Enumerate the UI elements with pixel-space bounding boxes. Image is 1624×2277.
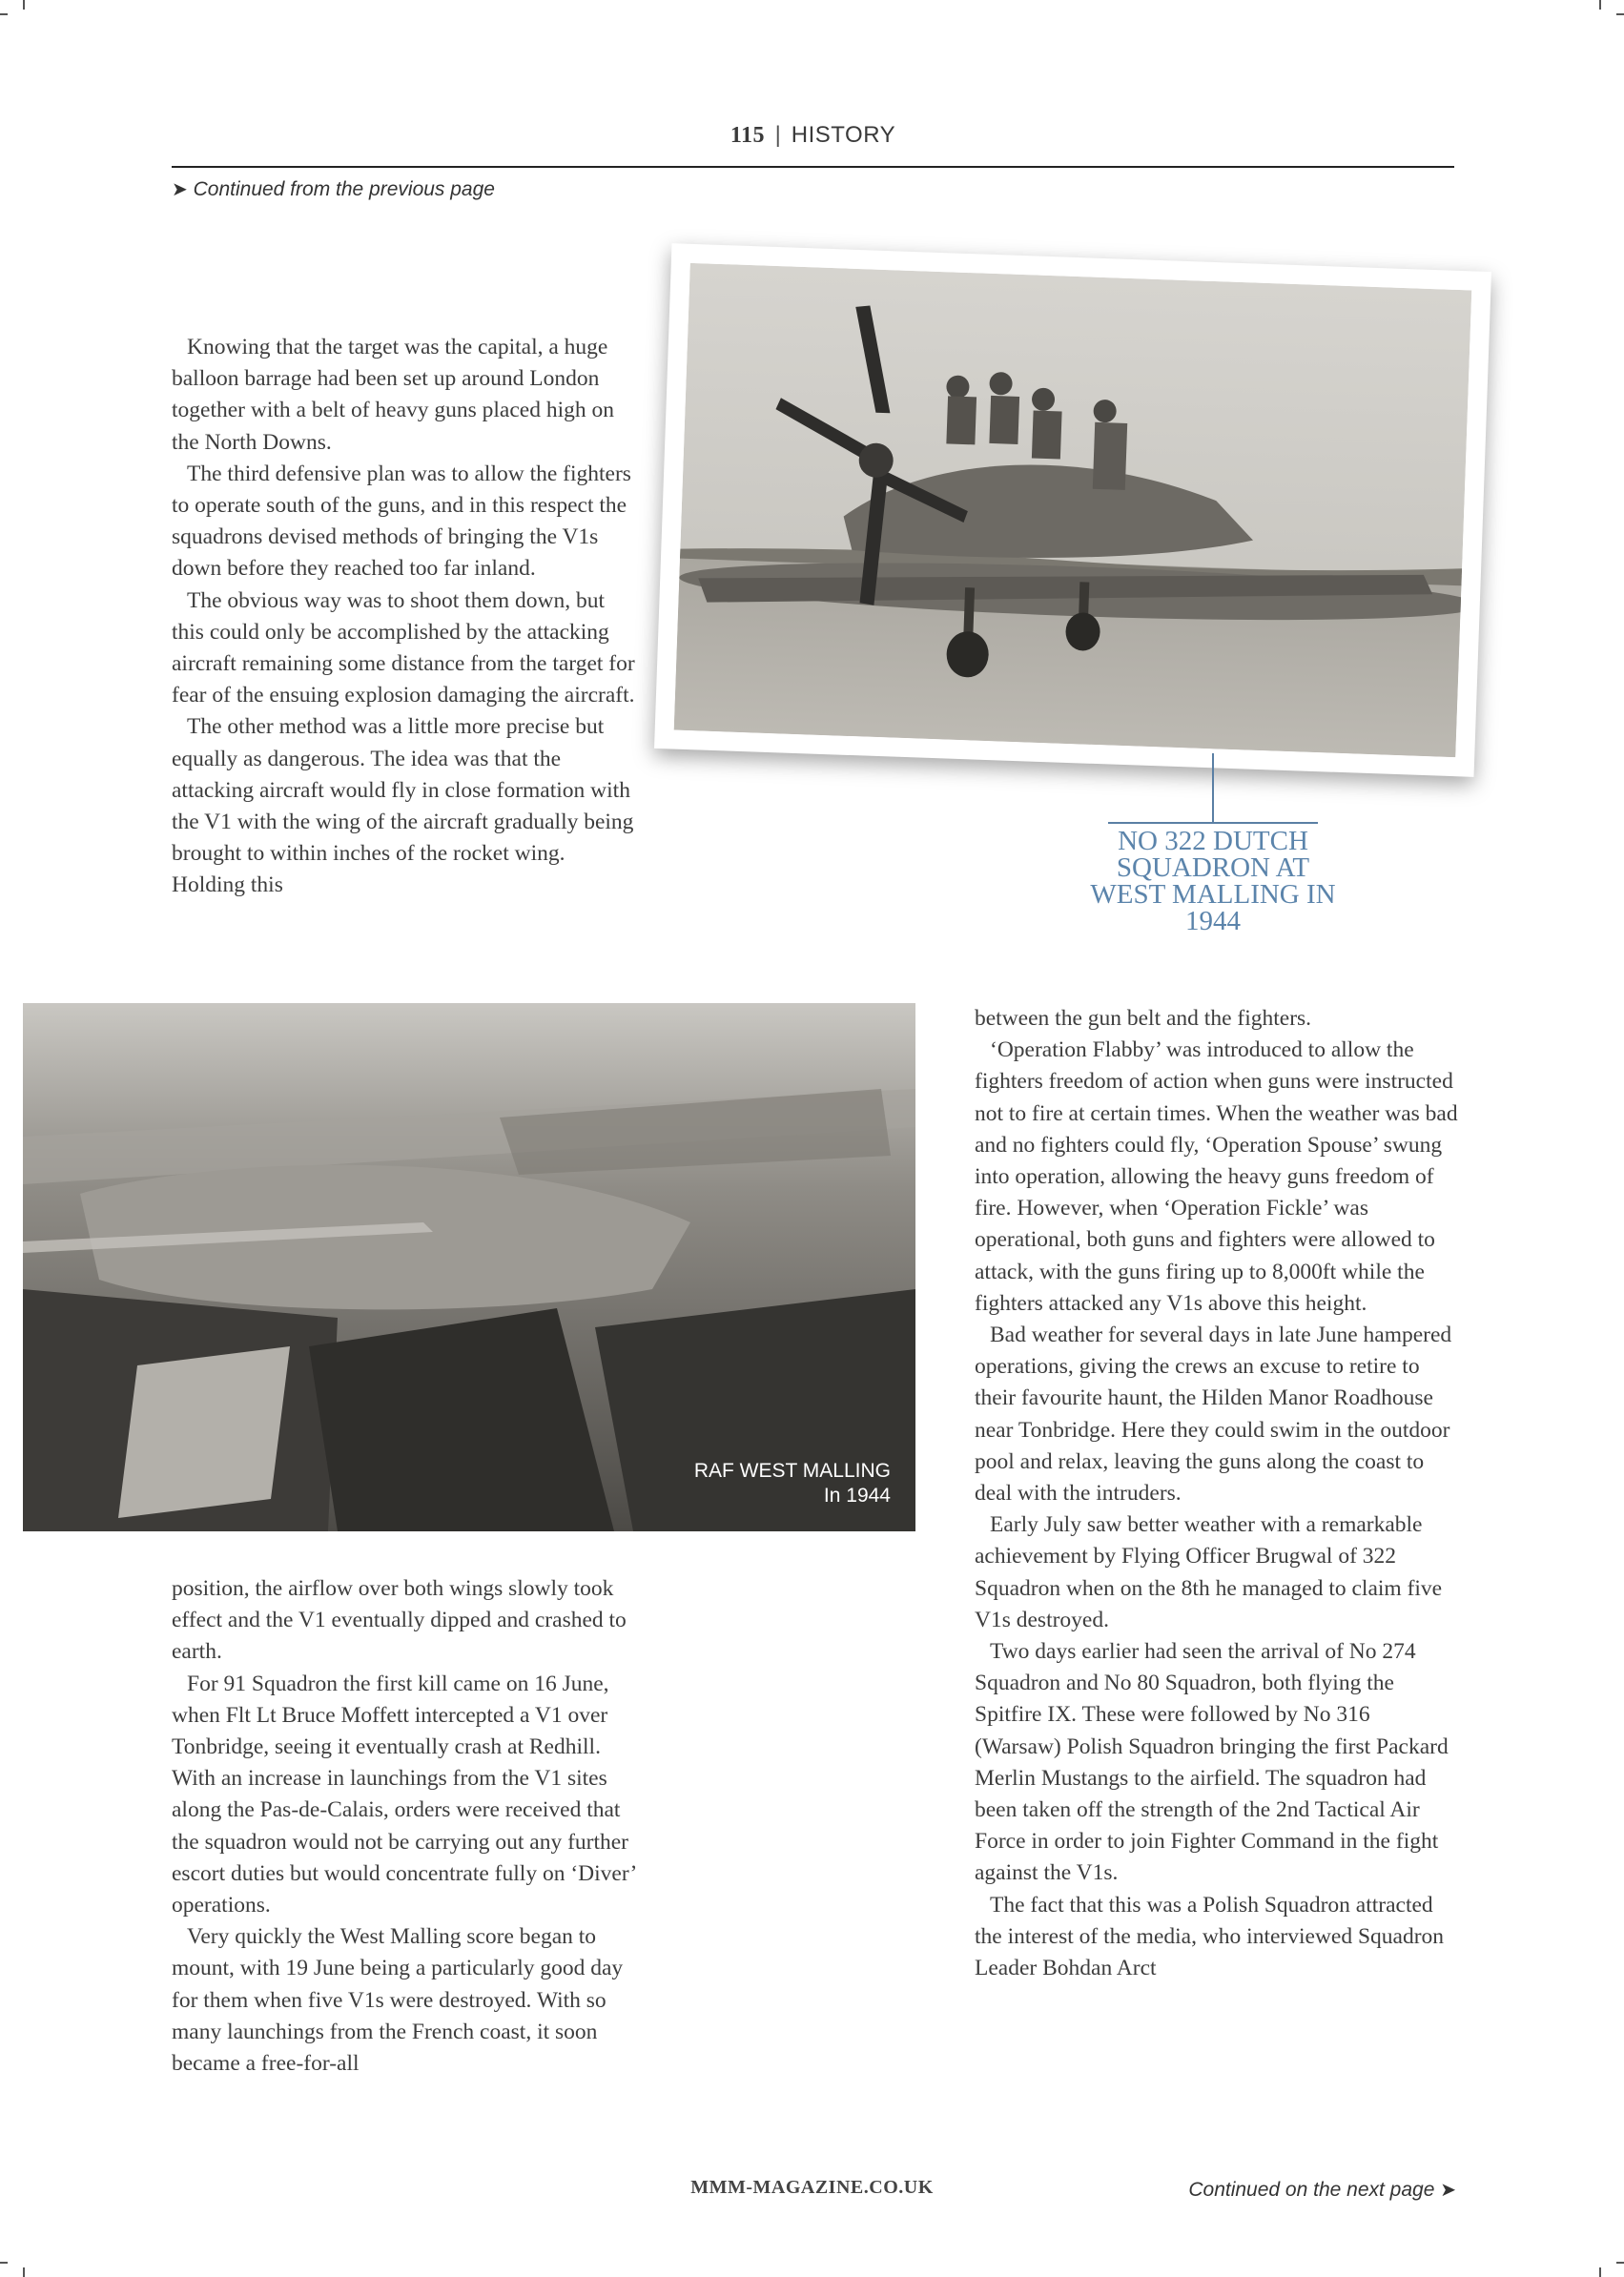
continued-next-note: Continued on the next page ➤ bbox=[1188, 2179, 1456, 2201]
paragraph: Early July saw better weather with a remarkable achievement by Flying Officer Brugwal of 322 Squadron when on the 8th he managed to claim five V1s destroyed. bbox=[975, 1512, 1443, 1632]
header-separator: | bbox=[774, 122, 782, 148]
continued-from-note: ➤ Continued from the previous page bbox=[172, 178, 495, 200]
paragraph: position, the airflow over both wings slowly took effect and the V1 eventually dipped and crashed to earth. bbox=[172, 1576, 627, 1665]
page-number: 115 bbox=[730, 123, 766, 148]
crop-mark bbox=[23, 0, 25, 10]
crop-mark bbox=[1599, 2267, 1601, 2277]
paragraph: The obvious way was to shoot them down, but this could only be accomplished by the attacking aircraft remaining some distance from the target for fear of the ensuing explosion damaging the aircraft. bbox=[172, 587, 635, 708]
paragraph: For 91 Squadron the first kill came on 16 June, when Flt Lt Bruce Moffett intercepted a V1 over Tonbridge, seeing it eventually crash at Redhill. With an increase in launchings from the V1 sites along the Pas-de-Calais, orders were received that the squadron would not be carrying out any further escort duties but would concentrate fully on ‘Diver’ operations. bbox=[172, 1671, 636, 1918]
photo-caption-raf-west-malling: RAF WEST MALLING In 1944 bbox=[693, 1460, 891, 1507]
aerial-image bbox=[23, 1003, 915, 1531]
arrow-right-icon: ➤ bbox=[172, 179, 188, 200]
footer-website: MMM-MAGAZINE.CO.UK bbox=[690, 2177, 934, 2198]
crop-mark bbox=[1616, 13, 1624, 15]
article-column-2 bbox=[975, 1003, 1459, 1984]
crop-mark bbox=[1599, 0, 1601, 10]
paragraph: Knowing that the target was the capital, a huge balloon barrage had been set up around London together with a belt of heavy guns placed high on the North Downs. bbox=[172, 335, 614, 455]
header-rule bbox=[172, 166, 1454, 168]
caption-leader-line bbox=[1212, 753, 1214, 824]
crop-mark bbox=[1616, 2262, 1624, 2264]
crop-mark bbox=[0, 2262, 8, 2264]
spitfire-image bbox=[674, 263, 1472, 757]
caption-rule bbox=[1108, 822, 1318, 824]
article-column-1-bottom bbox=[172, 1573, 641, 2080]
paragraph: Very quickly the West Malling score began to mount, with 19 June being a particularly good day for them when five V1s were destroyed. With so many launchings from the French coast, it soon became a free-for-all bbox=[172, 1924, 624, 2077]
paragraph: The fact that this was a Polish Squadron attracted the interest of the media, who interviewed Squadron Leader Bohdan Arct bbox=[975, 1892, 1445, 1981]
page-header bbox=[172, 122, 1454, 149]
photo-caption-dutch-squadron: NO 322 DUTCH SQUADRON AT WEST MALLING IN 1944 bbox=[1090, 826, 1336, 936]
photo-aerial-airfield bbox=[23, 1003, 915, 1531]
photo-spitfire bbox=[654, 243, 1491, 777]
paragraph: Bad weather for several days in late June hampered operations, giving the crews an excuse to retire to their favourite haunt, the Hilden Manor Roadhouse near Tonbridge. Here they could swim in the outdoor pool and relax, leaving the guns along the coast to deal with the intruders. bbox=[975, 1323, 1452, 1507]
section-title: HISTORY bbox=[791, 122, 896, 148]
paragraph: Two days earlier had seen the arrival of No 274 Squadron and No 80 Squadron, both flying the Spitfire IX. These were followed by No 316 (Warsaw) Polish Squadron bringing the first Packard Merlin Mustangs to the airfield. The squadron had been taken off the strength of the 2nd Tactical Air Force in order to join Fighter Command in the fight against the V1s. bbox=[975, 1639, 1449, 1886]
crop-mark bbox=[23, 2267, 25, 2277]
paragraph: between the gun belt and the fighters. bbox=[975, 1006, 1312, 1031]
paragraph: The third defensive plan was to allow the fighters to operate south of the guns, and in this respect the squadrons devised methods of bringing the V1s down before they reached too far inland. bbox=[172, 461, 631, 582]
crop-mark bbox=[0, 13, 8, 15]
paragraph: The other method was a little more precise but equally as dangerous. The idea was that the attacking aircraft would fly in close formation with the V1 with the wing of the aircraft gradually being brought to within inches of the rocket wing. Holding this bbox=[172, 714, 634, 898]
arrow-right-icon: ➤ bbox=[1440, 2180, 1456, 2201]
article-column-1-top bbox=[172, 332, 641, 902]
paragraph: ‘Operation Flabby’ was introduced to allow the fighters freedom of action when guns were instructed not to fire at certain times. When the weather was bad and no fighters could fly, ‘Operation Spouse’ swung into operation, allowing the heavy guns freedom of fire. However, when ‘Operation Fickle’ was operational, both guns and fighters were allowed to attack, with the guns firing up to 8,000ft while the fighters attacked any V1s above this height. bbox=[975, 1037, 1458, 1316]
